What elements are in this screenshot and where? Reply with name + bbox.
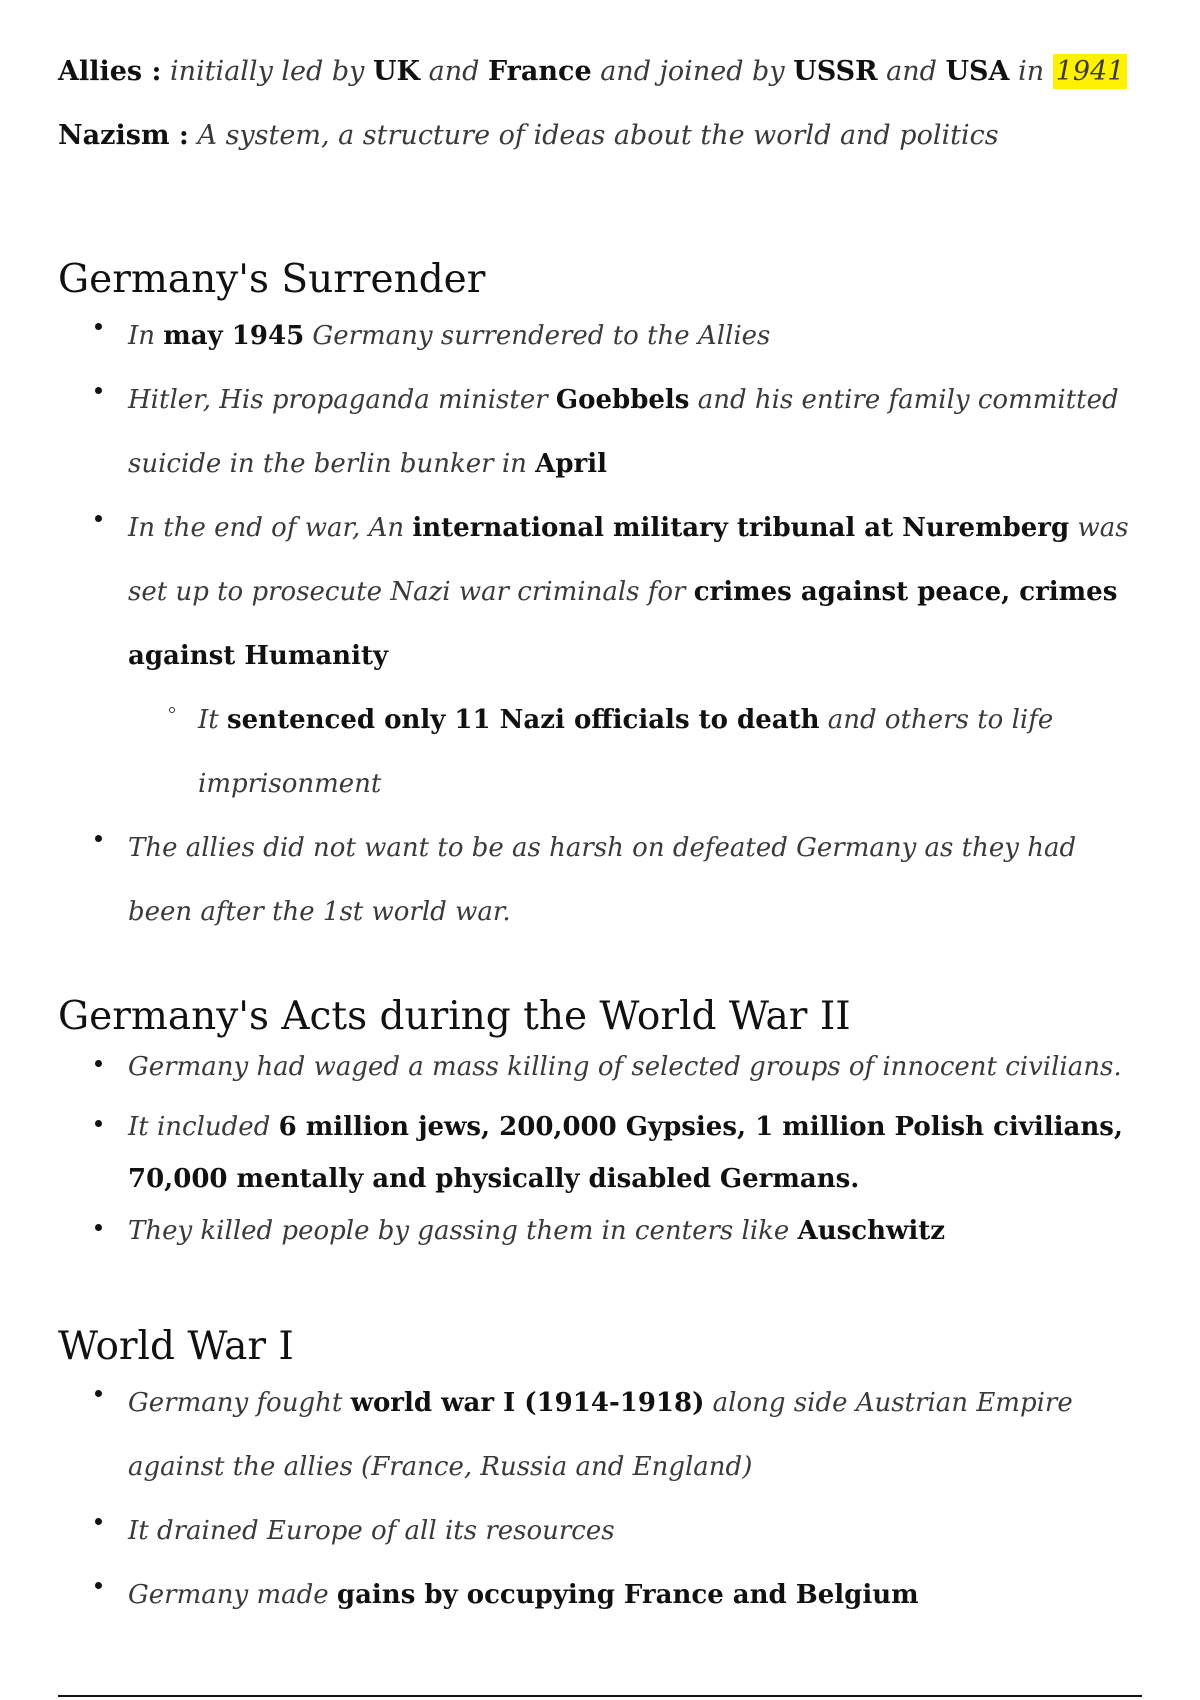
item-emphasis: international military tribunal at Nuremberg	[412, 513, 1070, 543]
term-allies: Allies :	[58, 56, 162, 87]
ww1-list	[58, 1371, 1138, 1627]
key-term-usa: USA	[945, 56, 1010, 87]
item-text: was set up to prosecute Nazi war criminals for	[128, 513, 1129, 607]
notes-page	[58, 52, 1138, 1627]
def-text: in	[1009, 56, 1053, 87]
item-text: and his entire family committed suicide in the berlin bunker in	[128, 385, 1119, 479]
list-item	[58, 368, 1138, 496]
item-emphasis: Goebbels	[555, 385, 690, 415]
item-text: In the end of war, An	[128, 513, 413, 543]
item-text: and others to life imprisonment	[198, 705, 1054, 799]
key-term-france: France	[487, 56, 592, 87]
list-item	[58, 496, 1138, 688]
list-item	[58, 816, 1138, 944]
definition-allies	[58, 52, 1138, 116]
def-text: A system, a structure of ideas about the world and politics	[188, 120, 999, 151]
item-text: Germany had waged a mass killing of selected groups of innocent civilians.	[128, 1052, 1122, 1082]
list-item	[58, 304, 1138, 368]
item-emphasis: world war I (1914-1918)	[350, 1388, 705, 1418]
section-heading-acts: Germany's Acts during the World War II	[58, 994, 851, 1039]
item-text: The allies did not want to be as harsh on defeated Germany as they had been after the 1st world war.	[128, 833, 1077, 927]
item-emphasis: sentenced only 11 Nazi officials to death	[226, 705, 820, 735]
highlighted-year: 1941	[1053, 54, 1128, 89]
definition-nazism	[58, 116, 1138, 180]
item-emphasis: 6 million jews, 200,000 Gypsies, 1 million Polish civilians, 70,000 mentally and physically disabled Germans.	[128, 1112, 1123, 1194]
item-text: It	[198, 705, 227, 735]
acts-list	[58, 1041, 1138, 1257]
item-emphasis: gains by occupying France and Belgium	[336, 1580, 919, 1610]
spacer	[58, 180, 1138, 256]
list-item	[58, 1041, 1138, 1093]
def-text: and joined by	[591, 56, 794, 87]
spacer	[58, 1257, 1138, 1323]
def-text: initially led by	[161, 56, 373, 87]
item-text: Germany surrendered to the Allies	[304, 321, 771, 351]
surrender-list	[58, 304, 1138, 944]
item-text: In	[128, 321, 164, 351]
item-emphasis: may 1945	[163, 321, 305, 351]
term-nazism: Nazism :	[58, 120, 189, 151]
key-term-uk: UK	[373, 56, 421, 87]
section-heading-ww1: World War I	[58, 1324, 294, 1369]
item-text: It included	[128, 1112, 279, 1142]
item-text: They killed people by gassing them in centers like	[128, 1216, 798, 1246]
item-text: along side Austrian Empire against the allies (France, Russia and England)	[128, 1388, 1073, 1482]
list-item	[58, 1101, 1138, 1205]
def-text: and	[877, 56, 946, 87]
item-emphasis: Auschwitz	[797, 1216, 946, 1246]
page-bottom-rule	[58, 1695, 1142, 1697]
spacer	[58, 944, 1138, 993]
list-item	[58, 1205, 1138, 1257]
section-heading-surrender: Germany's Surrender	[58, 257, 486, 302]
key-term-ussr: USSR	[793, 56, 878, 87]
item-text: Germany made	[128, 1580, 337, 1610]
item-text: Hitler, His propaganda minister	[128, 385, 556, 415]
item-text: It drained Europe of all its resources	[128, 1516, 615, 1546]
list-item	[58, 1499, 1138, 1563]
def-text: and	[420, 56, 488, 87]
item-text: Germany fought	[128, 1388, 351, 1418]
list-item	[58, 1563, 1138, 1627]
item-emphasis: April	[535, 449, 607, 479]
item-emphasis: crimes against peace, crimes against Humanity	[128, 577, 1118, 671]
sub-list-item	[58, 688, 1138, 816]
list-item	[58, 1371, 1138, 1499]
